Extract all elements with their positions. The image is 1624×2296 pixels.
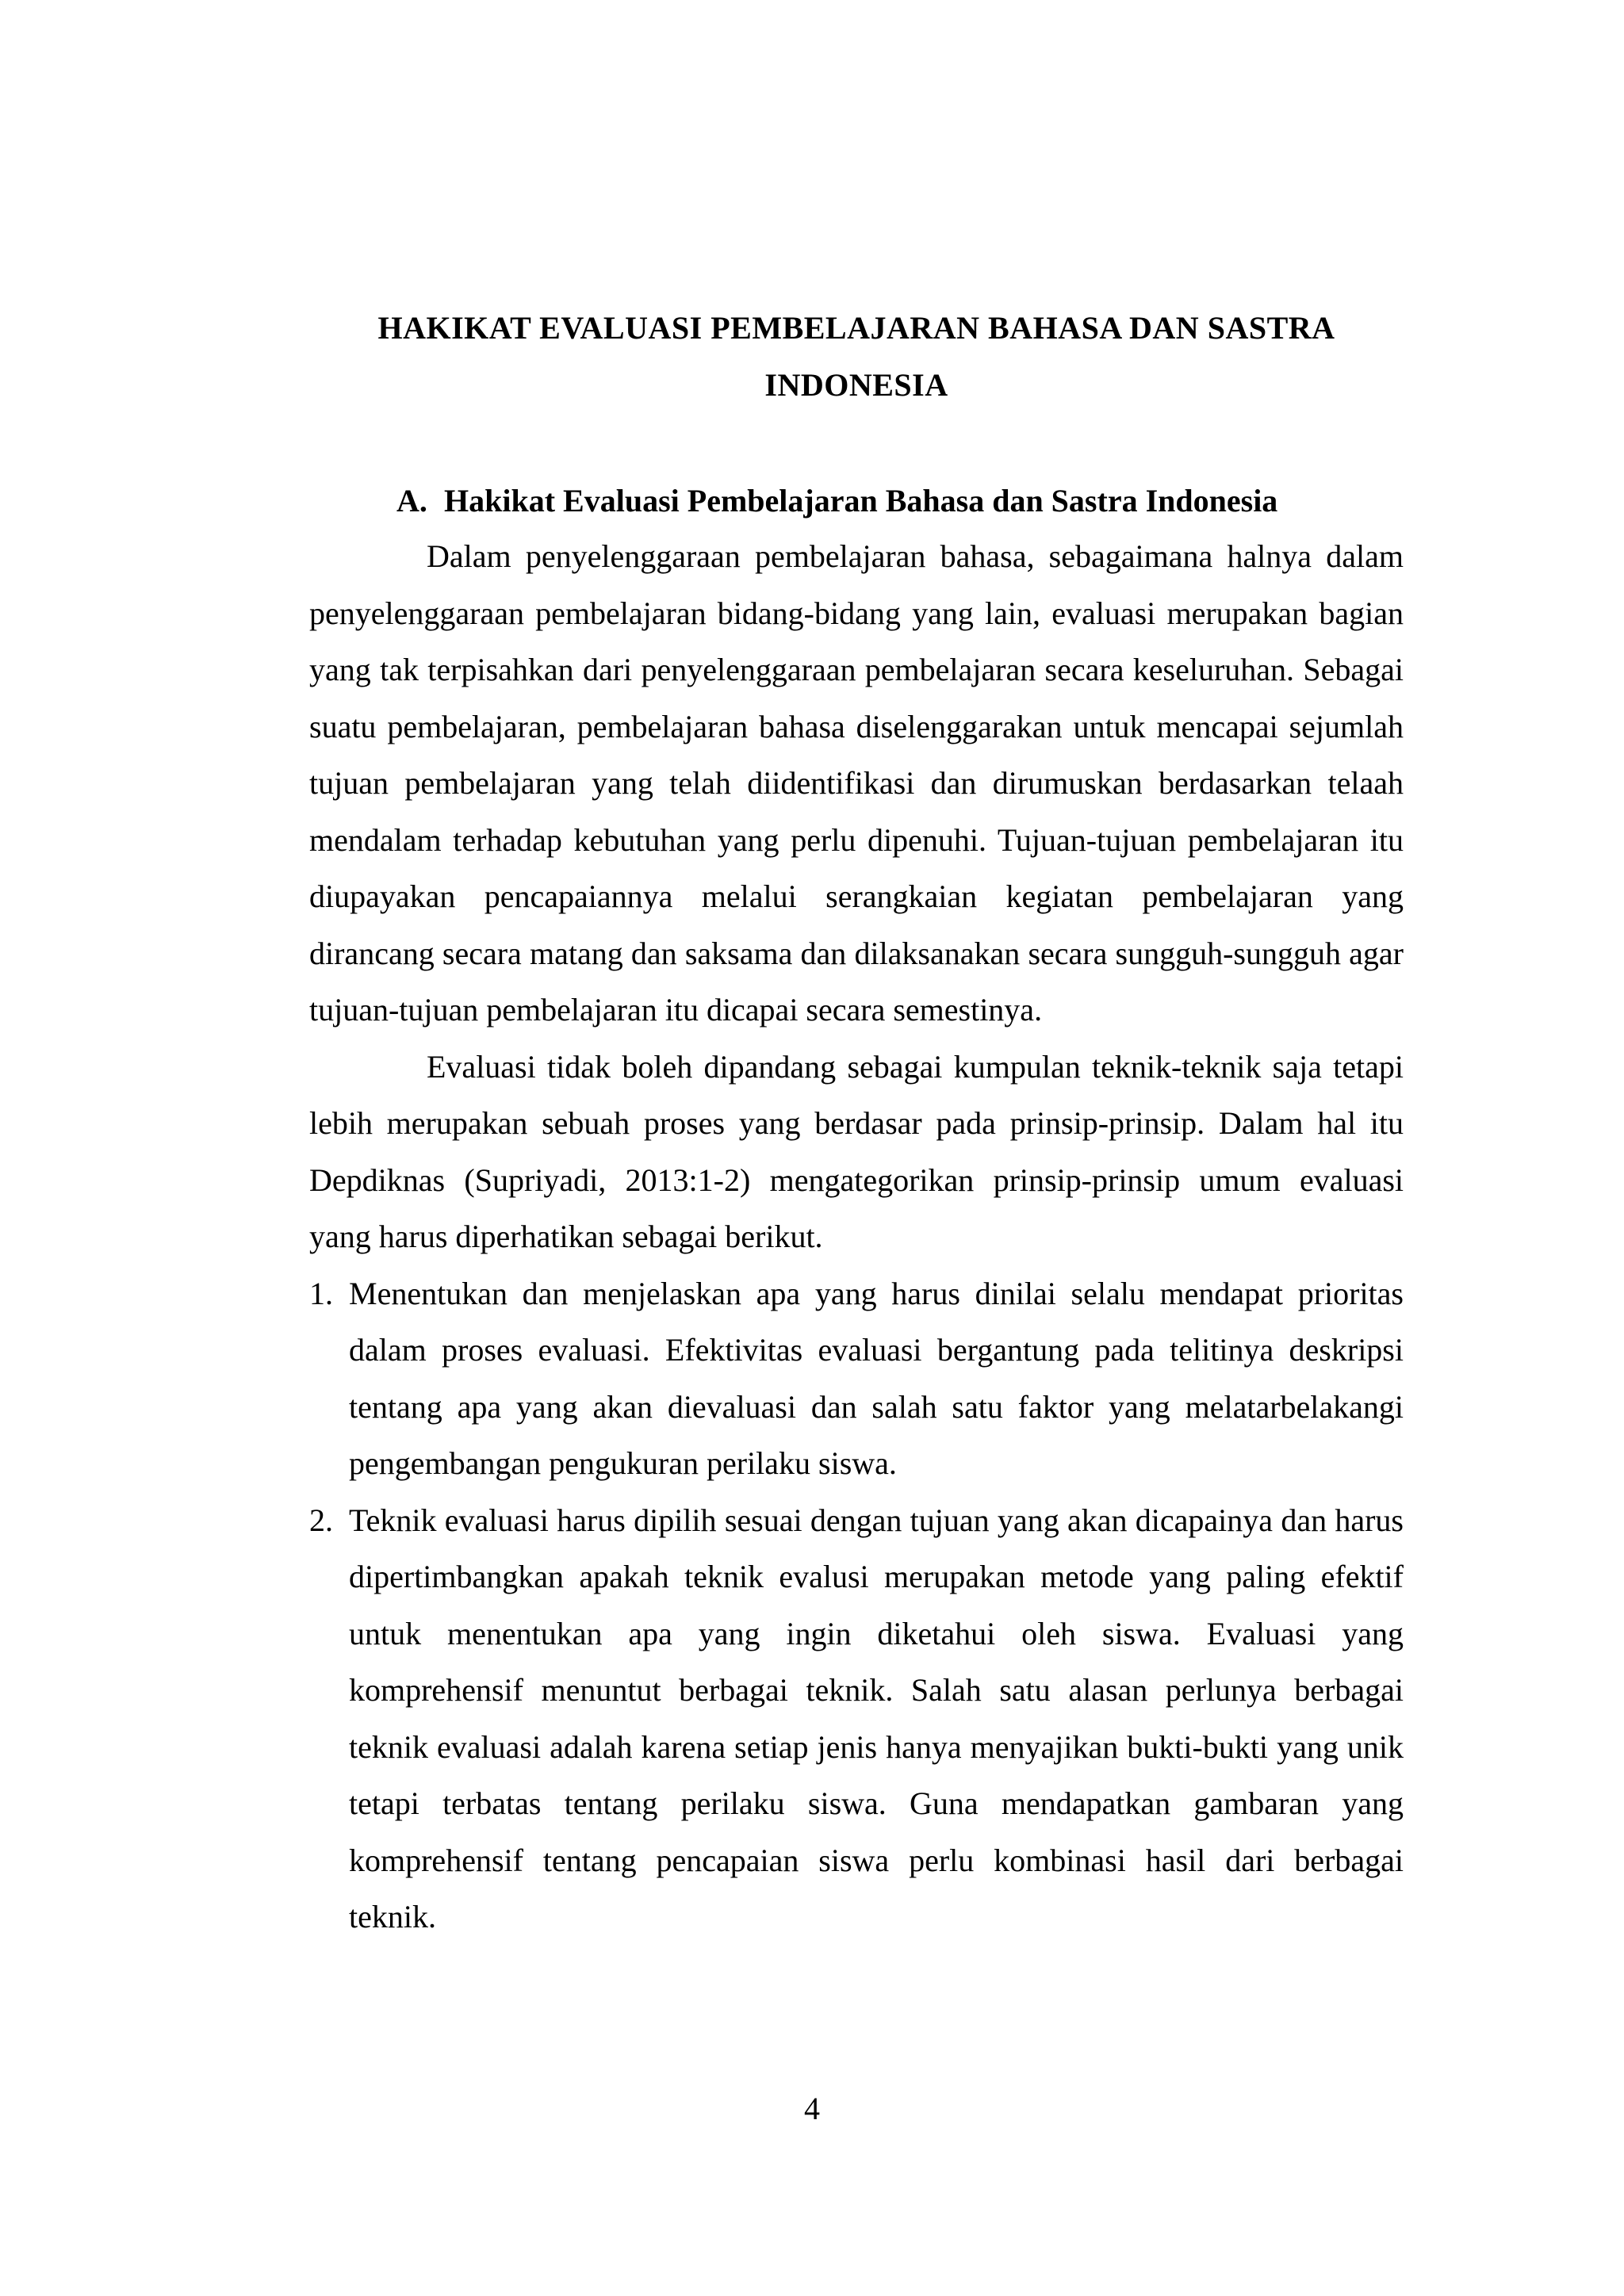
title-line-1: HAKIKAT EVALUASI PEMBELAJARAN BAHASA DAN SASTRA: [377, 310, 1335, 346]
section-heading-text: Hakikat Evaluasi Pembelajaran Bahasa dan Sastra Indonesia: [444, 483, 1278, 519]
list-item-number: 1.: [309, 1275, 333, 1311]
paragraph-2: Evaluasi tidak boleh dipandang sebagai kumpulan teknik-teknik saja tetapi lebih merupakan sebuah proses yang berdasar pada prinsip-prinsip. Dalam hal itu Depdiknas (Supriyadi, 2013:1-2) mengategorikan prinsip-prinsip umum evaluasi yang harus diperhatikan sebagai berikut.: [309, 1048, 1404, 1254]
body-text: [309, 528, 1404, 1946]
document-title: [309, 300, 1404, 414]
list-item-number: 2.: [309, 1502, 333, 1538]
section-letter: A.: [396, 483, 427, 519]
section-heading: [396, 473, 1277, 530]
list-item: [309, 1265, 1404, 1492]
list-item-text: Menentukan dan menjelaskan apa yang harus dinilai selalu mendapat prioritas dalam proses evaluasi. Efektivitas evaluasi bergantung pada telitinya deskripsi tentang apa yang akan dievaluasi dan salah satu faktor yang melatarbelakangi pengembangan pengukuran perilaku siswa.: [349, 1275, 1404, 1481]
page-number: 4: [804, 2091, 820, 2126]
paragraph-1: Dalam penyelenggaraan pembelajaran bahasa, sebagaimana halnya dalam penyelenggaraan pembelajaran bidang-bidang yang lain, evaluasi merupakan bagian yang tak terpisahkan dari penyelenggaraan pembelajaran secara keseluruhan. Sebagai suatu pembelajaran, pembelajaran bahasa diselenggarakan untuk mencapai sejumlah tujuan pembelajaran yang telah diidentifikasi dan dirumuskan berdasarkan telaah mendalam terhadap kebutuhan yang perlu dipenuhi. Tujuan-tujuan pembelajaran itu diupayakan pencapaiannya melalui serangkaian kegiatan pembelajaran yang dirancang secara matang dan saksama dan dilaksanakan secara sungguh-sungguh agar tujuan-tujuan pembelajaran itu dicapai secara semestinya.: [309, 538, 1404, 1027]
list-item-text: Teknik evaluasi harus dipilih sesuai dengan tujuan yang akan dicapainya dan harus dipertimbangkan apakah teknik evalusi merupakan metode yang paling efektif untuk menentukan apa yang ingin diketahui oleh siswa. Evaluasi yang komprehensif menuntut berbagai teknik. Salah satu alasan perlunya berbagai teknik evaluasi adalah karena setiap jenis hanya menyajikan bukti-bukti yang unik tetapi terbatas tentang perilaku siswa. Guna mendapatkan gambaran yang komprehensif tentang pencapaian siswa perlu kombinasi hasil dari berbagai teknik.: [349, 1502, 1404, 1934]
title-line-2: INDONESIA: [764, 367, 948, 403]
list-item: [309, 1492, 1404, 1946]
principles-list: [309, 1265, 1404, 1946]
